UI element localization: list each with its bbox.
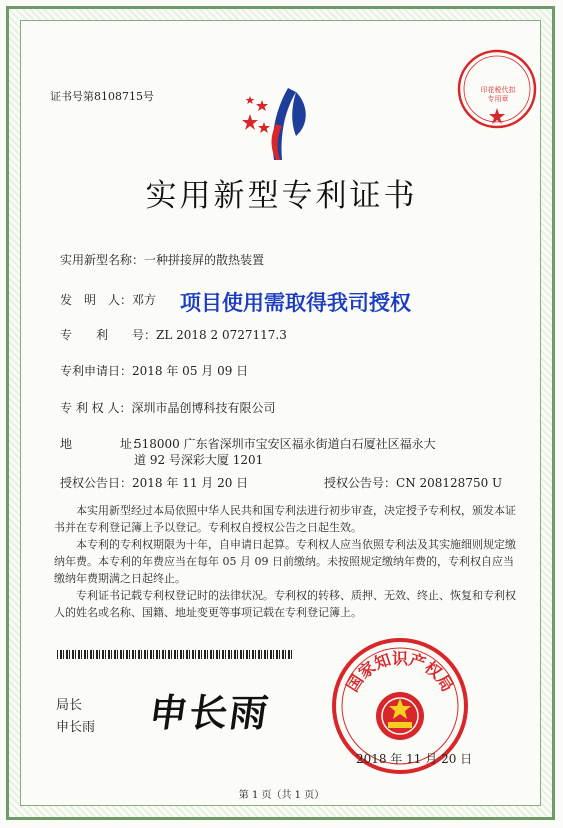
field-label-owner: 专 利 权 人： xyxy=(60,401,132,415)
field-label-announce-no: 授权公告号： xyxy=(324,476,397,490)
field-label-patent-no: 专 利 号： xyxy=(60,328,157,342)
body-paragraph-1: 本实用新型经过本局依照中华人民共和国专利法进行初步审查，决定授予专利权，颁发本证书并在专利登记簿上予以登记。专利权自授权公告之日起生效。 xyxy=(54,504,516,534)
field-value-name: 一种拼接屏的散热装置 xyxy=(144,253,265,267)
patent-emblem-icon xyxy=(236,84,324,164)
field-value-apply-date: 2018 年 05 月 09 日 xyxy=(132,364,249,378)
barcode xyxy=(57,650,293,659)
page-footer: 第 1 页（共 1 页） xyxy=(238,790,325,801)
certificate-title: 实用新型专利证书 xyxy=(145,178,418,214)
field-label-inventor: 发 明 人： xyxy=(60,293,133,307)
field-value-patent-no: ZL 2018 2 0727117.3 xyxy=(156,328,287,342)
field-label-address: 地 址： xyxy=(60,437,145,451)
field-label-announce-date: 授权公告日： xyxy=(60,476,133,490)
body-paragraph-3: 专利证书记载专利权登记时的法律状况。专利权的转移、质押、无效、终止、恢复和专利权人的姓名或名称、国籍、地址变更等事项记载在专利登记簿上。 xyxy=(54,589,516,619)
certificate-number: 证书号第8108715号 xyxy=(50,90,154,103)
field-value-announce-no: CN 208128750 U xyxy=(396,476,503,490)
seal-date: 2018 年 11 月 20 日 xyxy=(356,752,473,766)
agent-seal-subtext: 印花税代扣专用章 xyxy=(480,86,516,103)
field-label-name: 实用新型名称： xyxy=(60,253,145,267)
seal-text: 国家知识产权局 xyxy=(342,649,458,696)
field-label-apply-date: 专利申请日： xyxy=(60,364,133,378)
director-name: 申长雨 xyxy=(56,720,96,735)
authorization-watermark: 项目使用需取得我司授权 xyxy=(180,291,411,315)
certificate-body-text xyxy=(54,502,524,621)
body-paragraph-2: 本专利的专利权期限为十年，自申请日起算。专利权人应当依照专利法及其实施细则规定缴纳年费。本专利的年费应当在每年 05 月 09 日前缴纳。未按照规定缴纳年费的，专利权自应当缴纳年费期满之日起终止。 xyxy=(54,538,516,585)
director-signature: 申长雨 xyxy=(146,691,273,735)
field-value-inventor: 邓方 xyxy=(132,293,157,307)
field-value-owner: 深圳市晶创博科技有限公司 xyxy=(131,401,276,415)
director-title: 局长 xyxy=(56,698,83,713)
field-value-address-line1: 518000 广东省深圳市宝安区福永街道白石厦社区福永大 xyxy=(134,437,436,451)
field-value-address-line2: 道 92 号深彩大厦 1201 xyxy=(134,453,264,467)
field-value-announce-date: 2018 年 11 月 20 日 xyxy=(132,476,249,490)
